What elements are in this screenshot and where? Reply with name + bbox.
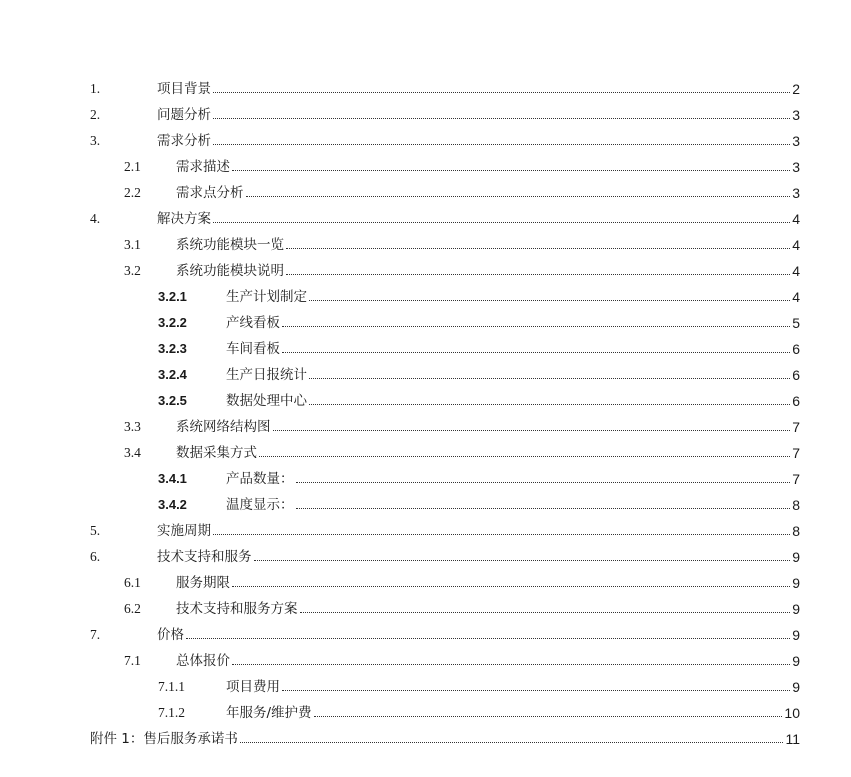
toc-entry-page-number: 3	[792, 185, 800, 201]
toc-entry-page-number: 6	[792, 393, 800, 409]
toc-entry-page-number: 9	[792, 549, 800, 565]
toc-entry-page-number: 9	[792, 653, 800, 669]
toc-entry-number: 1.	[90, 81, 101, 96]
toc-dot-leader	[296, 481, 791, 483]
toc-entry-page-number: 5	[792, 315, 800, 331]
toc-dot-leader	[282, 325, 790, 327]
toc-entry-page-number: 4	[792, 263, 800, 279]
toc-dot-leader	[213, 117, 790, 119]
toc-entry[interactable]	[90, 617, 800, 643]
toc-entry-page-number: 9	[792, 627, 800, 643]
toc-entry-number: 2.	[90, 107, 101, 122]
toc-dot-leader	[213, 221, 790, 223]
toc-entry-number: 6.	[90, 549, 101, 564]
toc-entry-number: 3.1	[124, 237, 141, 252]
toc-entry-title: 解决方案	[157, 211, 211, 227]
toc-dot-leader	[286, 273, 790, 275]
toc-entry-page-number: 9	[792, 575, 800, 591]
toc-entry-page-number: 10	[784, 705, 800, 721]
toc-entry-title: 项目背景	[157, 81, 211, 97]
toc-entry-title: 实施周期	[157, 523, 211, 539]
toc-entry-number: 3.3	[124, 419, 141, 434]
toc-dot-leader	[232, 663, 790, 665]
toc-entry-number: 5.	[90, 523, 101, 538]
toc-dot-leader	[232, 585, 790, 587]
toc-entry-number: 3.2.2	[158, 315, 187, 330]
toc-entry-number: 7.	[90, 627, 101, 642]
toc-entry-number: 3.2.4	[158, 367, 187, 382]
toc-entry[interactable]	[90, 409, 800, 435]
toc-entry-number: 2.2	[124, 185, 141, 200]
toc-dot-leader	[240, 741, 784, 743]
toc-dot-leader	[282, 689, 790, 691]
toc-entry-title: 车间看板	[226, 341, 280, 357]
toc-dot-leader	[309, 377, 790, 379]
toc-dot-leader	[213, 143, 790, 145]
toc-entry[interactable]	[90, 175, 800, 201]
toc-dot-leader	[254, 559, 791, 561]
toc-entry-title: 技术支持和服务方案	[176, 601, 298, 617]
toc-entry-page-number: 3	[792, 107, 800, 123]
toc-entry-number: 6.1	[124, 575, 141, 590]
toc-entry[interactable]	[90, 201, 800, 227]
toc-entry-number: 3.4.1	[158, 471, 187, 486]
toc-entry-title: 产品数量：	[226, 471, 294, 487]
toc-entry[interactable]	[90, 279, 800, 305]
toc-entry-title: 温度显示：	[226, 497, 294, 513]
table-of-contents	[90, 71, 800, 747]
toc-dot-leader	[286, 247, 790, 249]
toc-entry-number: 7.1.1	[158, 679, 185, 694]
toc-list	[90, 71, 800, 747]
toc-entry-page-number: 7	[792, 445, 800, 461]
toc-entry-title: 系统功能模块说明	[176, 263, 284, 279]
toc-entry-title: 技术支持和服务	[157, 549, 252, 565]
toc-dot-leader	[273, 429, 791, 431]
toc-entry[interactable]	[90, 513, 800, 539]
toc-entry-page-number: 6	[792, 341, 800, 357]
toc-dot-leader	[213, 91, 790, 93]
toc-entry-title: 年服务/维护费	[226, 705, 312, 721]
toc-entry-page-number: 3	[792, 133, 800, 149]
toc-dot-leader	[309, 299, 790, 301]
toc-entry-number: 3.2.5	[158, 393, 187, 408]
toc-entry[interactable]	[90, 461, 800, 487]
toc-entry[interactable]	[90, 695, 800, 721]
toc-entry-number: 7.1	[124, 653, 141, 668]
toc-entry-page-number: 9	[792, 679, 800, 695]
toc-entry-number: 3.2.3	[158, 341, 187, 356]
toc-entry-title: 需求分析	[157, 133, 211, 149]
toc-entry-number: 3.4.2	[158, 497, 187, 512]
toc-entry[interactable]	[90, 565, 800, 591]
toc-entry[interactable]	[90, 435, 800, 461]
toc-dot-leader	[282, 351, 790, 353]
toc-entry[interactable]	[90, 383, 800, 409]
toc-entry-title: 生产计划制定	[226, 289, 307, 305]
toc-entry[interactable]	[90, 357, 800, 383]
toc-dot-leader	[232, 169, 790, 171]
toc-dot-leader	[309, 403, 790, 405]
toc-entry-page-number: 6	[792, 367, 800, 383]
toc-dot-leader	[259, 455, 790, 457]
toc-entry-page-number: 4	[792, 237, 800, 253]
toc-dot-leader	[213, 533, 790, 535]
toc-entry[interactable]	[90, 487, 800, 513]
toc-entry-title: 服务期限	[176, 575, 230, 591]
toc-entry[interactable]	[90, 331, 800, 357]
toc-entry-page-number: 7	[792, 471, 800, 487]
toc-entry-page-number: 3	[792, 159, 800, 175]
toc-entry[interactable]	[90, 97, 800, 123]
toc-entry-page-number: 4	[792, 289, 800, 305]
toc-entry-title: 系统网络结构图	[176, 419, 271, 435]
toc-entry-page-number: 4	[792, 211, 800, 227]
toc-entry[interactable]	[90, 149, 800, 175]
toc-entry-title: 项目费用	[226, 679, 280, 695]
toc-entry[interactable]	[90, 305, 800, 331]
toc-entry-page-number: 7	[792, 419, 800, 435]
toc-dot-leader	[300, 611, 791, 613]
toc-entry[interactable]	[90, 71, 800, 97]
toc-entry-title: 总体报价	[176, 653, 230, 669]
toc-entry-title: 附件 1：售后服务承诺书	[90, 731, 238, 747]
toc-entry-title: 价格	[157, 627, 184, 643]
toc-entry[interactable]	[90, 643, 800, 669]
toc-entry-title: 需求描述	[176, 159, 230, 175]
toc-dot-leader	[246, 195, 791, 197]
toc-entry-page-number: 11	[785, 731, 800, 747]
toc-dot-leader	[314, 715, 783, 717]
toc-entry-title: 数据处理中心	[226, 393, 307, 409]
toc-entry-page-number: 8	[792, 497, 800, 513]
toc-entry[interactable]	[90, 721, 800, 747]
toc-entry-page-number: 8	[792, 523, 800, 539]
toc-entry[interactable]	[90, 669, 800, 695]
toc-entry-number: 7.1.2	[158, 705, 185, 720]
toc-entry-number: 3.2.1	[158, 289, 187, 304]
toc-entry[interactable]	[90, 253, 800, 279]
toc-dot-leader	[186, 637, 790, 639]
toc-entry[interactable]	[90, 539, 800, 565]
toc-entry-title: 生产日报统计	[226, 367, 307, 383]
toc-entry[interactable]	[90, 227, 800, 253]
toc-entry[interactable]	[90, 123, 800, 149]
toc-entry-page-number: 9	[792, 601, 800, 617]
toc-entry-number: 3.2	[124, 263, 141, 278]
toc-entry-title: 数据采集方式	[176, 445, 257, 461]
toc-entry[interactable]	[90, 591, 800, 617]
toc-entry-page-number: 2	[792, 81, 800, 97]
toc-entry-title: 产线看板	[226, 315, 280, 331]
toc-entry-number: 3.4	[124, 445, 141, 460]
toc-dot-leader	[296, 507, 791, 509]
toc-entry-number: 4.	[90, 211, 101, 226]
toc-entry-title: 需求点分析	[176, 185, 244, 201]
toc-entry-title: 系统功能模块一览	[176, 237, 284, 253]
toc-entry-title: 问题分析	[157, 107, 211, 123]
toc-entry-number: 2.1	[124, 159, 141, 174]
toc-entry-number: 6.2	[124, 601, 141, 616]
toc-entry-number: 3.	[90, 133, 101, 148]
